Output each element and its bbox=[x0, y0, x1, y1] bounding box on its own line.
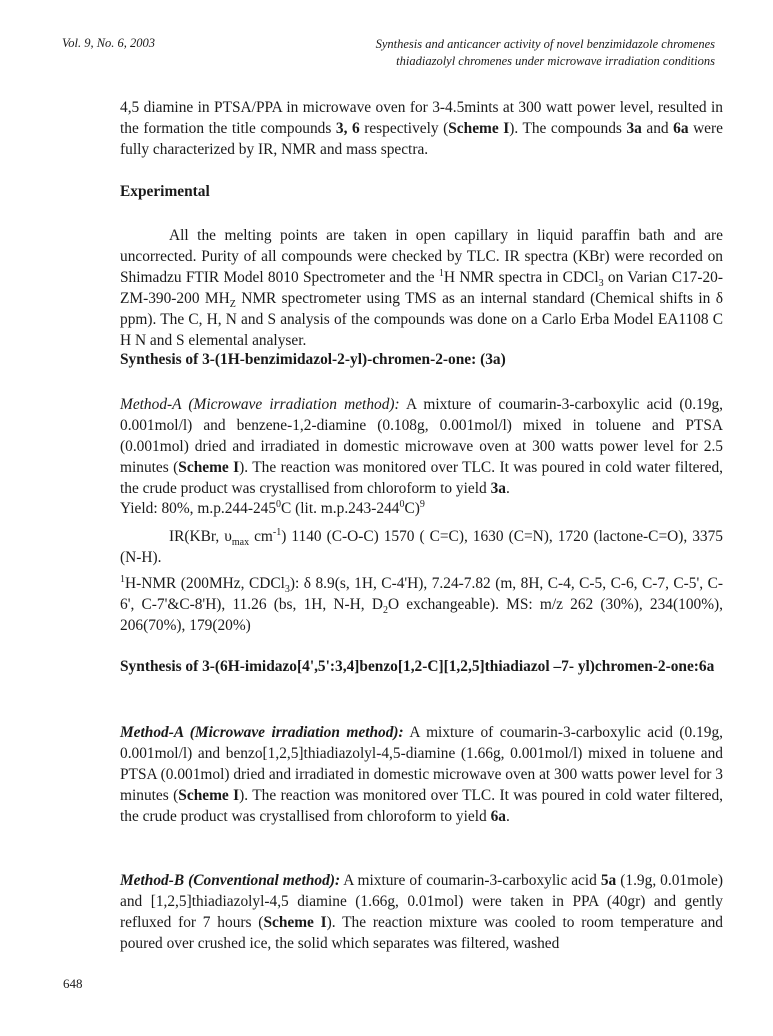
method-label: Method-A (Microwave irradiation method): bbox=[120, 396, 400, 413]
method-label: Method-A (Microwave irradiation method): bbox=[120, 724, 404, 741]
page-number: 648 bbox=[63, 976, 83, 991]
intro-paragraph: 4,5 diamine in PTSA/PPA in microwave oven for 3-4.5mints at 300 watt power level, resulted in the formation the title compounds 3, 6 respectively (Scheme I). The compounds 3a and 6a were fully characterized by IR, NMR and mass spectra. bbox=[120, 99, 723, 158]
method-a-3a-paragraph: Method-A (Microwave irradiation method): A mixture of coumarin-3-carboxylic acid (0.19g, 0.001mol/l) and benzene-1,2-diamine (0.108g, 0.001mol/l) mixed in toluene and PTSA (0.001mol) dried and irradiated in domestic microwave oven at 300 watts power level for 2.5 minutes (Scheme I). The reaction was monitored over TLC. It was poured in cold water filtered, the crude product was crystallised from chloroform to yield 3a. bbox=[120, 396, 724, 497]
ir-data-3a: IR(KBr, $\upsilon_{max}$ $cm^{-1}$) 1140 (C-O-C) 1570 ( C=C), 1630 (C=N), 1720 (lactone-C=O), 3375 (N-H). bbox=[120, 526, 723, 566]
section-heading-3a: Synthesis of 3-(1H-benzimidazol-2-yl)-chromen-2-one: (3a) bbox=[120, 351, 506, 368]
yield-3a: Yield: 80%, $m.p.244-245^0C$ (lit. $m.p.243-244^0C)^9$ bbox=[120, 498, 425, 517]
nmr-data-3a: $^1$H-NMR (200MHz, CDCl$_3$): δ 8.9(s, 1H, C-4'H), 7.24-7.82 (m, 8H, C-4, C-5, C-6, C-7, C-5', C-6', C-7'&C-8'H), 11.26 (bs, 1H, N-H, $D_2O$ exchangeable). MS: m/z 262 (30%), 234(100%), 206(70%), 179(20%) bbox=[120, 573, 723, 634]
running-header-volume: Vol. 9, No. 6, 2003 bbox=[62, 36, 156, 50]
experimental-paragraph: All the melting points are taken in open capillary in liquid paraffin bath and are uncorrected. Purity of all compounds were checked by TLC. IR spectra (KBr) were recorded on Shimadzu FTIR Model 8010 Spectrometer and the $^1$H NMR spectra in CDCl$_3$ on Varian C17-20-ZM-390-200 $MH_Z$ NMR spectrometer using TMS as an internal standard (Chemical shifts in δ ppm). The C, H, N and S analysis of the compounds was done on a Carlo Erba Model EA1108 C H N and S elemental analyser. bbox=[120, 227, 724, 349]
running-header-title-line1: Synthesis and anticancer activity of novel benzimidazole chromenes bbox=[375, 37, 715, 51]
section-heading-experimental: Experimental bbox=[120, 183, 210, 200]
section-heading-6a: Synthesis of 3-(6H-imidazo[4',5':3,4]benzo[1,2-C][1,2,5]thiadiazol –7- yl)chromen-2-one:6a bbox=[120, 658, 715, 675]
method-a-6a-paragraph: Method-A (Microwave irradiation method): A mixture of coumarin-3-carboxylic acid (0.19g, 0.001mol/l) and benzo[1,2,5]thiadiazolyl-4,5-diamine (1.66g, 0.001mol/l) mixed in toluene and PTSA (0.001mol) dried and irradiated in domestic microwave oven at 300 watts power level for 3 minutes (Scheme I). The reaction was monitored over TLC. It was poured in cold water filtered, the crude product was crystallised from chloroform to yield 6a. bbox=[120, 724, 724, 825]
method-label: Method-B (Conventional method): bbox=[120, 872, 341, 889]
running-header-title bbox=[285, 36, 715, 70]
running-header-title-line2: thiadiazolyl chromenes under microwave irradiation conditions bbox=[396, 54, 715, 68]
method-b-6a-paragraph: Method-B (Conventional method): A mixture of coumarin-3-carboxylic acid 5a (1.9g, 0.01mole) and [1,2,5]thiadiazolyl-4,5 diamine (1.66g, 0.01mol) were taken in PPA (40gr) and gently refluxed for 7 hours (Scheme I). The reaction mixture was cooled to room temperature and poured over crushed ice, the solid which separates was filtered, washed bbox=[120, 872, 723, 952]
